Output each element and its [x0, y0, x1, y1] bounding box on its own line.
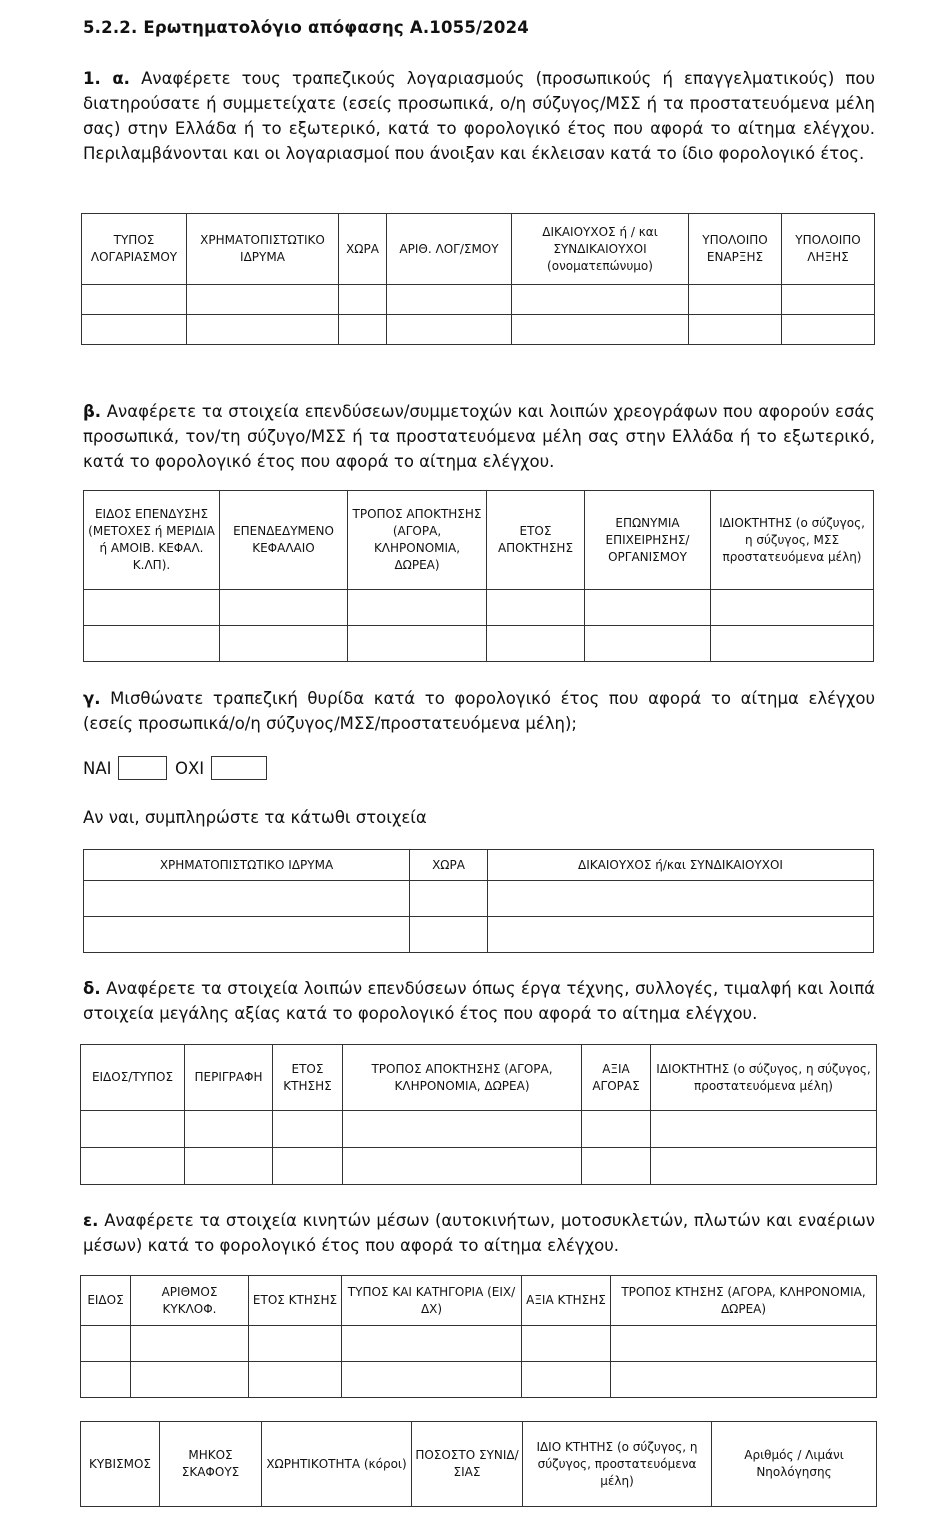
table-row [81, 1111, 877, 1148]
table-cell[interactable] [689, 285, 782, 315]
table-row [84, 881, 874, 917]
table-cell[interactable] [651, 1111, 877, 1148]
question-delta-marker: δ. [83, 979, 101, 998]
table-cell[interactable] [387, 315, 512, 345]
table-cell[interactable] [782, 285, 875, 315]
table-cell[interactable] [82, 315, 187, 345]
table-cell[interactable] [187, 285, 339, 315]
col-header: ΕΠΩΝΥΜΙΑ ΕΠΙΧΕΙΡΗΣΗΣ/ ΟΡΓΑΝΙΣΜΟΥ [585, 491, 711, 590]
col-header: ΕΤΟΣ ΑΠΟΚΤΗΣΗΣ [487, 491, 585, 590]
table-cell[interactable] [488, 917, 874, 953]
question-beta-text: Αναφέρετε τα στοιχεία επενδύσεων/συμμετοχών και λοιπών χρεογράφων που αφορούν εσάς προσωπικά, τον/τη σύζυγο/ΜΣΣ ή τα προστατευόμενα μέλη σας στην Ελλάδα ή το εξωτερικό, κατά το φορολογικό έτος που αφορά το αίτημα ελέγχου. [83, 402, 875, 471]
table-cell[interactable] [84, 881, 410, 917]
table-cell[interactable] [522, 1326, 611, 1362]
table-cell[interactable] [585, 626, 711, 662]
col-header: ΥΠΟΛΟΙΠΟ ΕΝΑΡΞΗΣ [689, 214, 782, 285]
table-cell[interactable] [131, 1326, 249, 1362]
table-cell[interactable] [487, 590, 585, 626]
table-header-row [81, 1045, 877, 1111]
table-cell[interactable] [348, 626, 487, 662]
question-beta-marker: β. [83, 402, 102, 421]
table-cell[interactable] [273, 1111, 343, 1148]
col-header: ΤΡΟΠΟΣ ΚΤΗΣΗΣ (ΑΓΟΡΑ, ΚΛΗΡΟΝΟΜΙΑ, ΔΩΡΕΑ) [611, 1276, 877, 1326]
col-header: ΔΙΚΑΙΟΥΧΟΣ ή/και ΣΥΝΔΙΚΑΙΟΥΧΟΙ [488, 850, 874, 881]
table-cell[interactable] [84, 626, 220, 662]
question-alpha [83, 66, 875, 166]
yes-label: ΝΑΙ [83, 759, 112, 778]
table-cell[interactable] [522, 1362, 611, 1398]
table-bank-accounts [81, 213, 875, 345]
col-header: ΕΠΕΝΔΕΔΥΜΕΝΟ ΚΕΦΑΛΑΙΟ [220, 491, 348, 590]
table-cell[interactable] [187, 315, 339, 345]
table-cell[interactable] [585, 590, 711, 626]
table-vehicles [80, 1275, 877, 1398]
table-row [84, 917, 874, 953]
table-cell[interactable] [249, 1326, 342, 1362]
col-header: ΙΔΙΟΚΤΗΤΗΣ (ο σύζυγος, η σύζυγος, ΜΣΣ προστατευόμενα μέλη) [711, 491, 874, 590]
col-header: ΑΡΙΘΜΟΣ ΚΥΚΛΟΦ. [131, 1276, 249, 1326]
table-row [84, 626, 874, 662]
table-cell[interactable] [711, 626, 874, 662]
table-cell[interactable] [387, 285, 512, 315]
col-header: ΑΞΙΑ ΚΤΗΣΗΣ [522, 1276, 611, 1326]
col-header: ΑΡΙΘ. ΛΟΓ/ΣΜΟΥ [387, 214, 512, 285]
question-epsilon-text: Αναφέρετε τα στοιχεία κινητών μέσων (αυτοκινήτων, μοτοσυκλετών, πλωτών και εναέριων μέσων) κατά το φορολογικό έτος που αφορά το αίτημα ελέγχου. [83, 1211, 875, 1255]
col-header: ΜΗΚΟΣ ΣΚΑΦΟΥΣ [160, 1422, 262, 1507]
col-header: ΕΙΔΟΣ ΕΠΕΝΔΥΣΗΣ (ΜΕΤΟΧΕΣ ή ΜΕΡΙΔΙΑ ή ΑΜΟΙΒ. ΚΕΦΑΛ. Κ.ΛΠ). [84, 491, 220, 590]
col-header: ΧΩΡΗΤΙΚΟΤΗΤΑ (κόροι) [262, 1422, 412, 1507]
table-cell[interactable] [488, 881, 874, 917]
table-row [81, 1326, 877, 1362]
question-alpha-marker: 1. α. [83, 69, 130, 88]
col-header: ΕΙΔΟΣ/ΤΥΠΟΣ [81, 1045, 185, 1111]
question-gamma-marker: γ. [83, 689, 101, 708]
col-header: ΑΞΙΑ ΑΓΟΡΑΣ [582, 1045, 651, 1111]
table-cell[interactable] [782, 315, 875, 345]
table-cell[interactable] [342, 1326, 522, 1362]
table-cell[interactable] [185, 1111, 273, 1148]
table-header-row [84, 491, 874, 590]
table-cell[interactable] [343, 1111, 582, 1148]
col-header: ΤΡΟΠΟΣ ΑΠΟΚΤΗΣΗΣ (ΑΓΟΡΑ, ΚΛΗΡΟΝΟΜΙΑ, ΔΩΡΕΑ) [348, 491, 487, 590]
question-epsilon [83, 1208, 875, 1258]
question-gamma-text: Μισθώνατε τραπεζική θυρίδα κατά το φορολογικό έτος που αφορά το αίτημα ελέγχου (εσείς προσωπικά/ο/η σύζυγος/ΜΣΣ/προστατευόμενα μέλη); [83, 689, 875, 733]
table-safe-deposit [83, 849, 874, 953]
table-cell[interactable] [220, 590, 348, 626]
col-header: ΠΕΡΙΓΡΑΦΗ [185, 1045, 273, 1111]
table-cell[interactable] [342, 1362, 522, 1398]
table-header-row [81, 1276, 877, 1326]
table-header-row [82, 214, 875, 285]
table-other-investments [80, 1044, 877, 1185]
question-beta [83, 399, 875, 474]
table-header-row [81, 1422, 877, 1507]
table-cell[interactable] [343, 1148, 582, 1185]
table-cell[interactable] [131, 1362, 249, 1398]
col-header: ΠΟΣΟΣΤΟ ΣΥΝΙΔ/ΣΙΑΣ [412, 1422, 523, 1507]
table-cell[interactable] [487, 626, 585, 662]
table-cell[interactable] [81, 1326, 131, 1362]
table-cell[interactable] [82, 285, 187, 315]
col-header: ΤΥΠΟΣ ΛΟΓΑΡΙΑΣΜΟΥ [82, 214, 187, 285]
table-row [84, 590, 874, 626]
table-cell[interactable] [185, 1148, 273, 1185]
if-yes-instruction: Αν ναι, συμπληρώστε τα κάτωθι στοιχεία [83, 808, 427, 827]
col-header: ΙΔΙΟ ΚΤΗΤΗΣ (ο σύζυγος, η σύζυγος, προστατευόμενα μέλη) [523, 1422, 712, 1507]
table-cell[interactable] [81, 1111, 185, 1148]
question-gamma [83, 686, 875, 736]
table-cell[interactable] [512, 285, 689, 315]
table-cell[interactable] [582, 1148, 651, 1185]
table-investments [83, 490, 874, 662]
table-header-row [84, 850, 874, 881]
col-header: Αριθμός / Λιμάνι Νηολόγησης [712, 1422, 877, 1507]
table-cell[interactable] [84, 590, 220, 626]
yes-checkbox[interactable] [118, 756, 167, 780]
no-checkbox[interactable] [211, 756, 267, 780]
col-header: ΕΤΟΣ ΚΤΗΣΗΣ [249, 1276, 342, 1326]
table-row [81, 1148, 877, 1185]
table-cell[interactable] [410, 881, 488, 917]
table-cell[interactable] [711, 590, 874, 626]
question-delta-text: Αναφέρετε τα στοιχεία λοιπών επενδύσεων όπως έργα τέχνης, συλλογές, τιμαλφή και λοιπά στοιχεία μεγάλης αξίας κατά το φορολογικό έτος που αφορά το αίτημα ελέγχου. [83, 979, 876, 1023]
col-header: ΧΡΗΜΑΤΟΠΙΣΤΩΤΙΚΟ ΙΔΡΥΜΑ [84, 850, 410, 881]
table-cell[interactable] [339, 315, 387, 345]
table-cell[interactable] [273, 1148, 343, 1185]
table-row [82, 315, 875, 345]
table-cell[interactable] [611, 1326, 877, 1362]
table-cell[interactable] [81, 1362, 131, 1398]
table-row [82, 285, 875, 315]
col-header: ΧΩΡΑ [339, 214, 387, 285]
table-row [81, 1362, 877, 1398]
col-header: ΧΩΡΑ [410, 850, 488, 881]
question-delta [83, 976, 875, 1026]
col-header: ΕΤΟΣ ΚΤΗΣΗΣ [273, 1045, 343, 1111]
col-header: ΔΙΚΑΙΟΥΧΟΣ ή / και ΣΥΝΔΙΚΑΙΟΥΧΟΙ (ονοματεπώνυμο) [512, 214, 689, 285]
table-cell[interactable] [512, 315, 689, 345]
table-cell[interactable] [611, 1362, 877, 1398]
col-header: ΤΡΟΠΟΣ ΑΠΟΚΤΗΣΗΣ (ΑΓΟΡΑ, ΚΛΗΡΟΝΟΜΙΑ, ΔΩΡΕΑ) [343, 1045, 582, 1111]
col-header: ΙΔΙΟΚΤΗΤΗΣ (ο σύζυγος, η σύζυγος, προστατευόμενα μέλη) [651, 1045, 877, 1111]
table-cell[interactable] [81, 1148, 185, 1185]
page-title: 5.2.2. Ερωτηματολόγιο απόφασης Α.1055/2024 [83, 18, 529, 37]
table-cell[interactable] [84, 917, 410, 953]
table-cell[interactable] [249, 1362, 342, 1398]
table-cell[interactable] [220, 626, 348, 662]
col-header: ΚΥΒΙΣΜΟΣ [81, 1422, 160, 1507]
col-header: ΧΡΗΜΑΤΟΠΙΣΤΩΤΙΚΟ ΙΔΡΥΜΑ [187, 214, 339, 285]
table-cell[interactable] [689, 315, 782, 345]
table-cell[interactable] [348, 590, 487, 626]
col-header: ΕΙΔΟΣ [81, 1276, 131, 1326]
question-epsilon-marker: ε. [83, 1211, 99, 1230]
table-vessels [80, 1421, 877, 1507]
table-cell[interactable] [651, 1148, 877, 1185]
question-alpha-text: Αναφέρετε τους τραπεζικούς λογαριασμούς (προσωπικούς ή επαγγελματικούς) που διατηρούσατε ή συμμετείχατε (εσείς προσωπικά, ο/η σύζυγος/ΜΣΣ ή τα προστατευόμενα μέλη σας) στην Ελλάδα ή το εξωτερικό, κατά το φορολογικό έτος που αφορά το αίτημα ελέγχου. Περιλαμβάνονται και οι λογαριασμοί που άνοιξαν και έκλεισαν κατά το ίδιο φορολογικό έτος. [83, 69, 876, 163]
col-header: ΤΥΠΟΣ ΚΑΙ ΚΑΤΗΓΟΡΙΑ (ΕΙΧ/ΔΧ) [342, 1276, 522, 1326]
no-label: ΟΧΙ [175, 759, 205, 778]
table-cell[interactable] [410, 917, 488, 953]
table-cell[interactable] [582, 1111, 651, 1148]
col-header: ΥΠΟΛΟΙΠΟ ΛΗΞΗΣ [782, 214, 875, 285]
table-cell[interactable] [339, 285, 387, 315]
